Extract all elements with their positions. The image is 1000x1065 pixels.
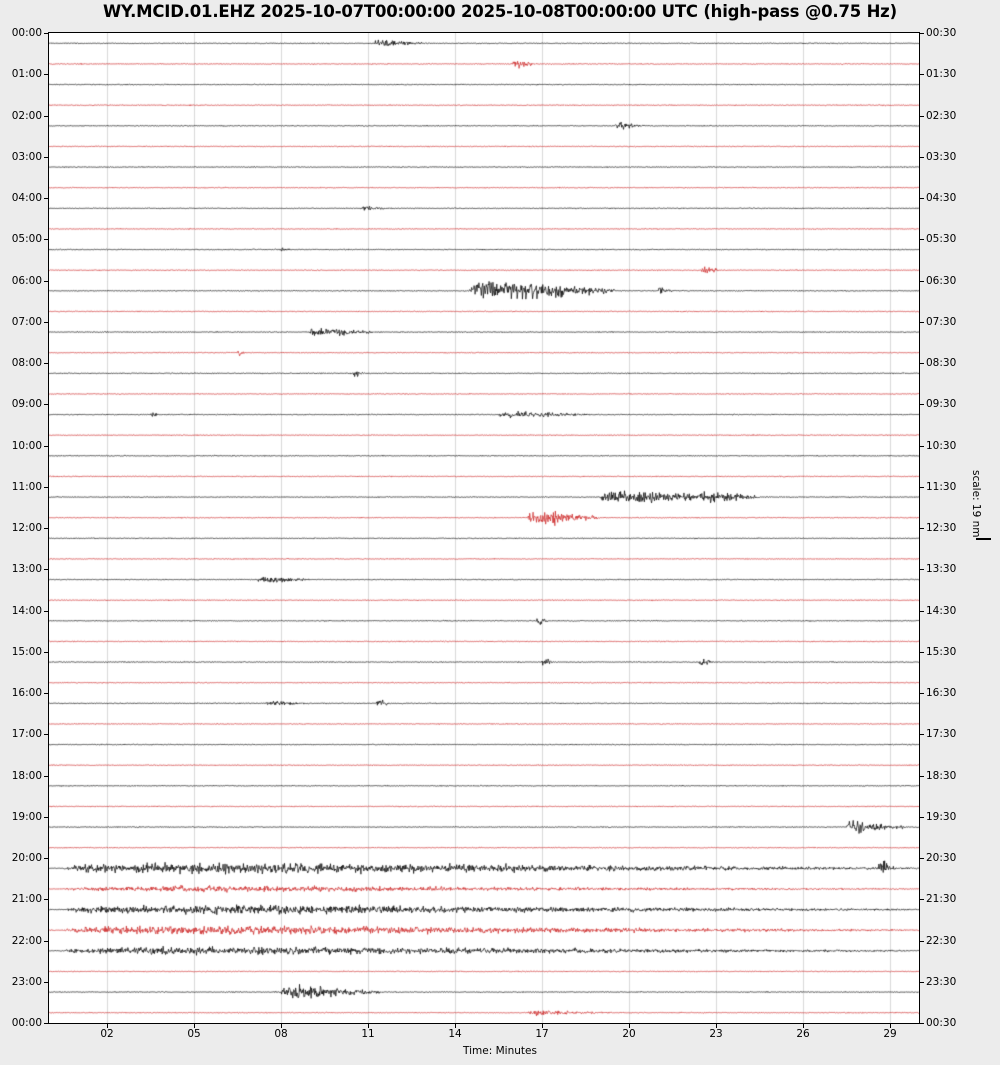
y-tick-mark <box>920 982 924 983</box>
y-tick-label-right: 04:30 <box>926 192 957 204</box>
y-tick-label-left: 00:00 <box>11 1017 42 1029</box>
y-tick-label-left: 19:00 <box>11 810 42 823</box>
y-tick-label-left: 14:00 <box>11 604 42 617</box>
y-tick-label-left: 18:00 <box>11 769 42 782</box>
y-tick-mark <box>920 157 924 158</box>
y-tick-label-left: 12:00 <box>11 522 42 534</box>
y-tick-mark <box>920 941 924 942</box>
y-tick-mark <box>920 1023 924 1024</box>
y-tick-mark <box>920 363 924 364</box>
y-tick-mark <box>920 74 924 75</box>
y-tick-label-right: 21:30 <box>926 893 957 906</box>
y-tick-label-right: 10:30 <box>926 439 957 452</box>
y-tick-label-right: 13:30 <box>926 563 957 576</box>
x-tick-label: 23 <box>709 1028 723 1040</box>
y-tick-label-right: 06:30 <box>926 274 957 287</box>
y-tick-label-left: 15:00 <box>11 645 42 658</box>
y-tick-mark <box>920 734 924 735</box>
plot-area[interactable] <box>48 32 920 1024</box>
x-tick-mark <box>107 1024 108 1028</box>
y-tick-label-left: 22:00 <box>11 934 42 947</box>
y-tick-label-right: 03:30 <box>926 150 957 163</box>
y-tick-label-left: 03:00 <box>11 150 42 163</box>
y-tick-label-right: 01:30 <box>926 68 957 81</box>
scale-bar-icon <box>976 538 991 540</box>
x-tick-mark <box>368 1024 369 1028</box>
y-tick-mark <box>920 569 924 570</box>
y-tick-label-left: 09:00 <box>11 398 42 411</box>
x-tick-mark <box>542 1024 543 1028</box>
x-tick-mark <box>890 1024 891 1028</box>
y-tick-mark <box>920 817 924 818</box>
y-tick-label-right: 02:30 <box>926 109 957 122</box>
y-tick-label-left: 01:00 <box>11 68 42 81</box>
x-tick-label: 26 <box>796 1028 810 1040</box>
y-tick-label-left: 23:00 <box>11 975 42 988</box>
y-tick-label-right: 17:30 <box>926 728 957 741</box>
x-tick-mark <box>803 1024 804 1028</box>
y-tick-mark <box>920 899 924 900</box>
y-tick-label-right: 23:30 <box>926 975 957 988</box>
y-tick-label-right: 00:30 <box>926 27 957 39</box>
y-tick-mark <box>920 528 924 529</box>
y-tick-mark <box>920 652 924 653</box>
y-tick-label-right: 12:30 <box>926 522 957 534</box>
y-tick-label-left: 20:00 <box>11 852 42 864</box>
y-tick-label-right: 16:30 <box>926 687 957 699</box>
y-tick-label-right: 07:30 <box>926 315 957 328</box>
y-tick-mark <box>920 116 924 117</box>
y-tick-mark <box>920 858 924 859</box>
y-tick-label-right: 14:30 <box>926 604 957 617</box>
y-tick-mark <box>920 322 924 323</box>
y-tick-label-right: 09:30 <box>926 398 957 411</box>
y-tick-label-left: 00:00 <box>11 27 42 39</box>
y-tick-mark <box>920 404 924 405</box>
y-tick-label-left: 17:00 <box>11 728 42 741</box>
x-tick-label: 20 <box>622 1028 636 1040</box>
y-tick-label-left: 07:00 <box>11 315 42 328</box>
x-tick-label: 14 <box>448 1028 462 1040</box>
y-tick-label-left: 16:00 <box>11 687 42 699</box>
y-tick-label-right: 18:30 <box>926 769 957 782</box>
y-tick-label-right: 20:30 <box>926 852 957 864</box>
x-tick-mark <box>281 1024 282 1028</box>
y-tick-mark <box>920 776 924 777</box>
y-tick-label-left: 13:00 <box>11 563 42 576</box>
y-tick-mark <box>920 487 924 488</box>
y-tick-label-left: 02:00 <box>11 109 42 122</box>
x-tick-mark <box>455 1024 456 1028</box>
y-tick-label-right: 00:30 <box>926 1017 957 1029</box>
x-tick-label: 17 <box>535 1028 549 1040</box>
y-tick-label-right: 11:30 <box>926 480 957 493</box>
y-tick-mark <box>920 33 924 34</box>
y-tick-label-right: 22:30 <box>926 934 957 947</box>
x-tick-label: 08 <box>274 1028 288 1040</box>
x-tick-mark <box>194 1024 195 1028</box>
waveform-canvas <box>49 33 919 1023</box>
y-tick-label-right: 05:30 <box>926 233 957 246</box>
y-tick-label-left: 11:00 <box>11 480 42 493</box>
y-tick-label-left: 06:00 <box>11 274 42 287</box>
y-tick-label-right: 08:30 <box>926 357 957 369</box>
x-tick-mark <box>629 1024 630 1028</box>
y-tick-mark <box>920 239 924 240</box>
scale-annotation: scale: 19 nm <box>970 470 982 538</box>
y-tick-label-left: 21:00 <box>11 893 42 906</box>
y-tick-label-right: 15:30 <box>926 645 957 658</box>
x-axis-label: Time: Minutes <box>463 1045 537 1057</box>
x-tick-label: 11 <box>361 1028 375 1040</box>
y-tick-label-left: 08:00 <box>11 357 42 369</box>
x-tick-label: 29 <box>883 1028 897 1040</box>
x-tick-label: 05 <box>187 1028 201 1040</box>
y-tick-mark <box>920 446 924 447</box>
y-tick-mark <box>920 281 924 282</box>
y-tick-label-left: 04:00 <box>11 192 42 204</box>
y-tick-label-left: 10:00 <box>11 439 42 452</box>
page-title: WY.MCID.01.EHZ 2025-10-07T00:00:00 2025-10-08T00:00:00 UTC (high-pass @0.75 Hz) <box>103 2 897 21</box>
y-tick-mark <box>920 611 924 612</box>
y-tick-label-right: 19:30 <box>926 810 957 823</box>
y-tick-label-left: 05:00 <box>11 233 42 246</box>
y-tick-mark <box>920 198 924 199</box>
x-tick-mark <box>716 1024 717 1028</box>
y-tick-mark <box>920 693 924 694</box>
x-tick-label: 02 <box>100 1028 114 1040</box>
